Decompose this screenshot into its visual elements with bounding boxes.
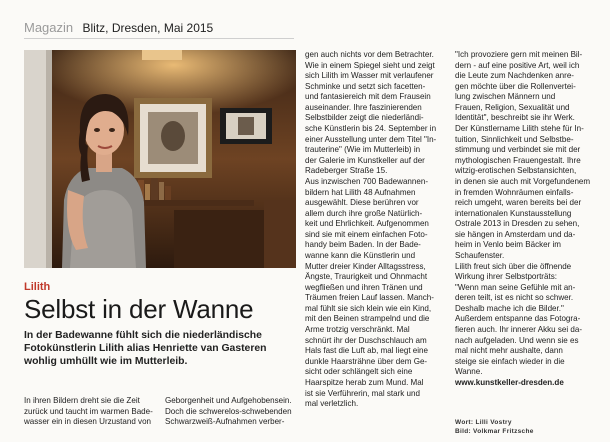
text-line: Wirkung ihrer Selbstporträts:	[455, 272, 557, 282]
credit-text: Wort: Lilli Vostry	[455, 419, 512, 426]
article-lead	[24, 329, 294, 368]
text-line: Doch die schwerelos-schwebenden	[165, 406, 292, 416]
text-line: mit den Beinen strampelnd und die	[305, 314, 430, 324]
text-line: Geborgenheit und Aufgehobensein.	[165, 396, 292, 405]
text-line: Ängste, Traurigkeit und Ohnmacht	[305, 272, 428, 282]
text-line: gen möchte über die Rollenvertei-	[455, 81, 576, 91]
text-line: Arme trotzig verschränkt. Mal	[305, 325, 410, 335]
text-line: keit und Ehrlichkeit. Aufgenommen	[305, 219, 429, 229]
header-rule	[24, 38, 294, 39]
text-line: deren teilt, ist es nicht so schwer.	[455, 293, 574, 303]
text-line: Deshalb mache ich die Bilder."	[455, 303, 564, 313]
text-line: die Leute zum Nachdenken anre-	[455, 71, 574, 81]
text-line: wanne kann die Künstlerin und	[305, 250, 416, 260]
page-header	[24, 20, 213, 35]
text-line: witzig-erotischen Selbstansichten,	[455, 166, 577, 176]
lead-line: In der Badewanne fühlt sich die niederländische	[24, 330, 262, 341]
text-line: stimmung und verbindet sie mit der	[455, 145, 581, 155]
text-line: sie hängen in Amsterdam und da-	[455, 229, 576, 239]
text-line: In ihren Bildern dreht sie die Zeit	[24, 396, 140, 405]
text-line: und fantasiereich mit dem Frausein	[305, 92, 431, 102]
text-line: reich umgeht, waren bereits bei der	[455, 198, 582, 208]
text-line: Frauen, Religion, Sexualität und	[455, 102, 570, 112]
text-line: Haarspitze herab zum Mund. Mal	[305, 377, 424, 387]
section-label: Magazin	[24, 20, 74, 35]
text-line: sicht oder schlängelt sich eine	[305, 367, 413, 377]
text-line: nach aufgeladen. Und wenn sie es	[455, 335, 579, 345]
text-line: Der Künstlername Lilith stehe für In-	[455, 124, 584, 134]
text-column-3	[305, 50, 447, 410]
text-line: mal fühlt sie sich klein wie ein Kind,	[305, 303, 432, 313]
text-line: ausgewählt. Diese berühren vor	[305, 198, 419, 208]
text-line: "Wenn man seine Gefühle mit an-	[455, 282, 576, 292]
text-line: bildern hat Lilith 48 Aufnahmen	[305, 187, 416, 197]
lead-line: wohlig umhüllt wie im Mutterleib.	[24, 356, 188, 367]
text-line: fieren auch. Ihr innerer Akku sei da-	[455, 325, 583, 335]
text-line: Mutter dreier Kinder Alltagsstress,	[305, 261, 426, 271]
text-line: sich Lilith im Wasser mit verlaufener	[305, 71, 434, 81]
text-line: sche Künstlerin bis 24. September in	[305, 124, 437, 134]
text-line: Schaufenster.	[455, 250, 505, 260]
text-line: allem durch ihre große Natürlich-	[305, 208, 423, 218]
text-line: wegfließen und ihren Tränen und	[305, 282, 423, 292]
text-line: auseinander. Ihre faszinierenden	[305, 102, 422, 112]
text-line: Schminke und setzt sich facetten-	[305, 81, 426, 91]
text-line: Hals fast die Luft ab, mal liegt eine	[305, 346, 429, 356]
text-line: handy beim Baden. In der Bade-	[305, 240, 421, 250]
text-line: Identität", beschreibt sie ihr Werk.	[455, 113, 575, 123]
credit-photo: Bild: Volkmar Fritzsche	[455, 428, 534, 435]
text-line: Ostrale 2013 in Dresden zu sehen,	[455, 219, 580, 229]
photo-illustration	[24, 50, 296, 268]
text-line: einer Ausstellung unter dem Titel "In-	[305, 134, 437, 144]
text-line: internationalen Kunstausstellung	[455, 208, 572, 218]
article-credits	[455, 418, 534, 436]
text-line: heim in Venlo beim Bäcker im	[455, 240, 561, 250]
text-line: mal verletzlich.	[305, 399, 359, 409]
text-line: dern - auf eine positive Art, weil ich	[455, 60, 580, 70]
text-line: in denen sie auch mit Vorgefundenem	[455, 176, 591, 186]
text-line: schnürt ihr der Duschschlauch am	[305, 335, 427, 345]
text-column-1	[24, 396, 154, 428]
text-line: sind sie mit einem einfachen Foto-	[305, 229, 428, 239]
text-line: Außerdem entspanne das Fotogra-	[455, 314, 581, 324]
text-line: Lilith freut sich über die öffnende	[455, 261, 572, 271]
text-line: mythologischen Frauengestalt. Ihre	[455, 155, 581, 165]
text-line: trauterine" (Wie im Mutterleib) in	[305, 145, 421, 155]
text-line: gen auch nichts vor dem Betrachter.	[305, 50, 434, 59]
text-line: wasser ein in diesen Urzustand von	[24, 417, 152, 427]
text-line: steige sie einfach wieder in die	[455, 356, 565, 366]
text-line: Schwarzweiß-Aufnahmen verber-	[165, 417, 285, 427]
text-line: in fremden Wohnräumen einfalls-	[455, 187, 574, 197]
text-line: tuition, Sinnlichkeit und Selbstbe-	[455, 134, 574, 144]
article-photo	[24, 50, 296, 268]
text-line: Wanne.	[455, 367, 483, 377]
text-line: Wie in einem Spiegel sieht und zeigt	[305, 60, 435, 70]
text-line: ist sie Verführerin, mal stark und	[305, 388, 420, 398]
text-line: lung zwischen Männern und	[455, 92, 556, 102]
text-line: Träumen freien Lauf lassen. Manch-	[305, 293, 434, 303]
text-column-4	[455, 50, 597, 389]
text-line: dunkle Haarsträhne über dem Ge-	[305, 356, 428, 366]
text-column-2	[165, 396, 295, 428]
text-line: Radeberger Straße 15.	[305, 166, 388, 176]
website-link[interactable]: www.kunstkeller-dresden.de	[455, 377, 564, 387]
text-line: Selbstbilder zeigt die niederländi-	[305, 113, 424, 123]
text-line: Aus inzwischen 700 Badewannen-	[305, 176, 429, 186]
publication-info: Blitz, Dresden, Mai 2015	[82, 21, 214, 35]
article-kicker: Lilith	[24, 281, 51, 293]
text-line: "Ich provoziere gern mit meinen Bil-	[455, 50, 583, 59]
text-line: zurück und taucht im warmen Bade-	[24, 406, 153, 416]
text-line: der Galerie im Kunstkeller auf der	[305, 155, 425, 165]
article-headline: Selbst in der Wanne	[24, 294, 254, 324]
lead-line: Fotokünstlerin Lilith alias Henriette van Gasteren	[24, 343, 267, 354]
text-line: mal nicht mehr aushalte, dann	[455, 346, 563, 356]
